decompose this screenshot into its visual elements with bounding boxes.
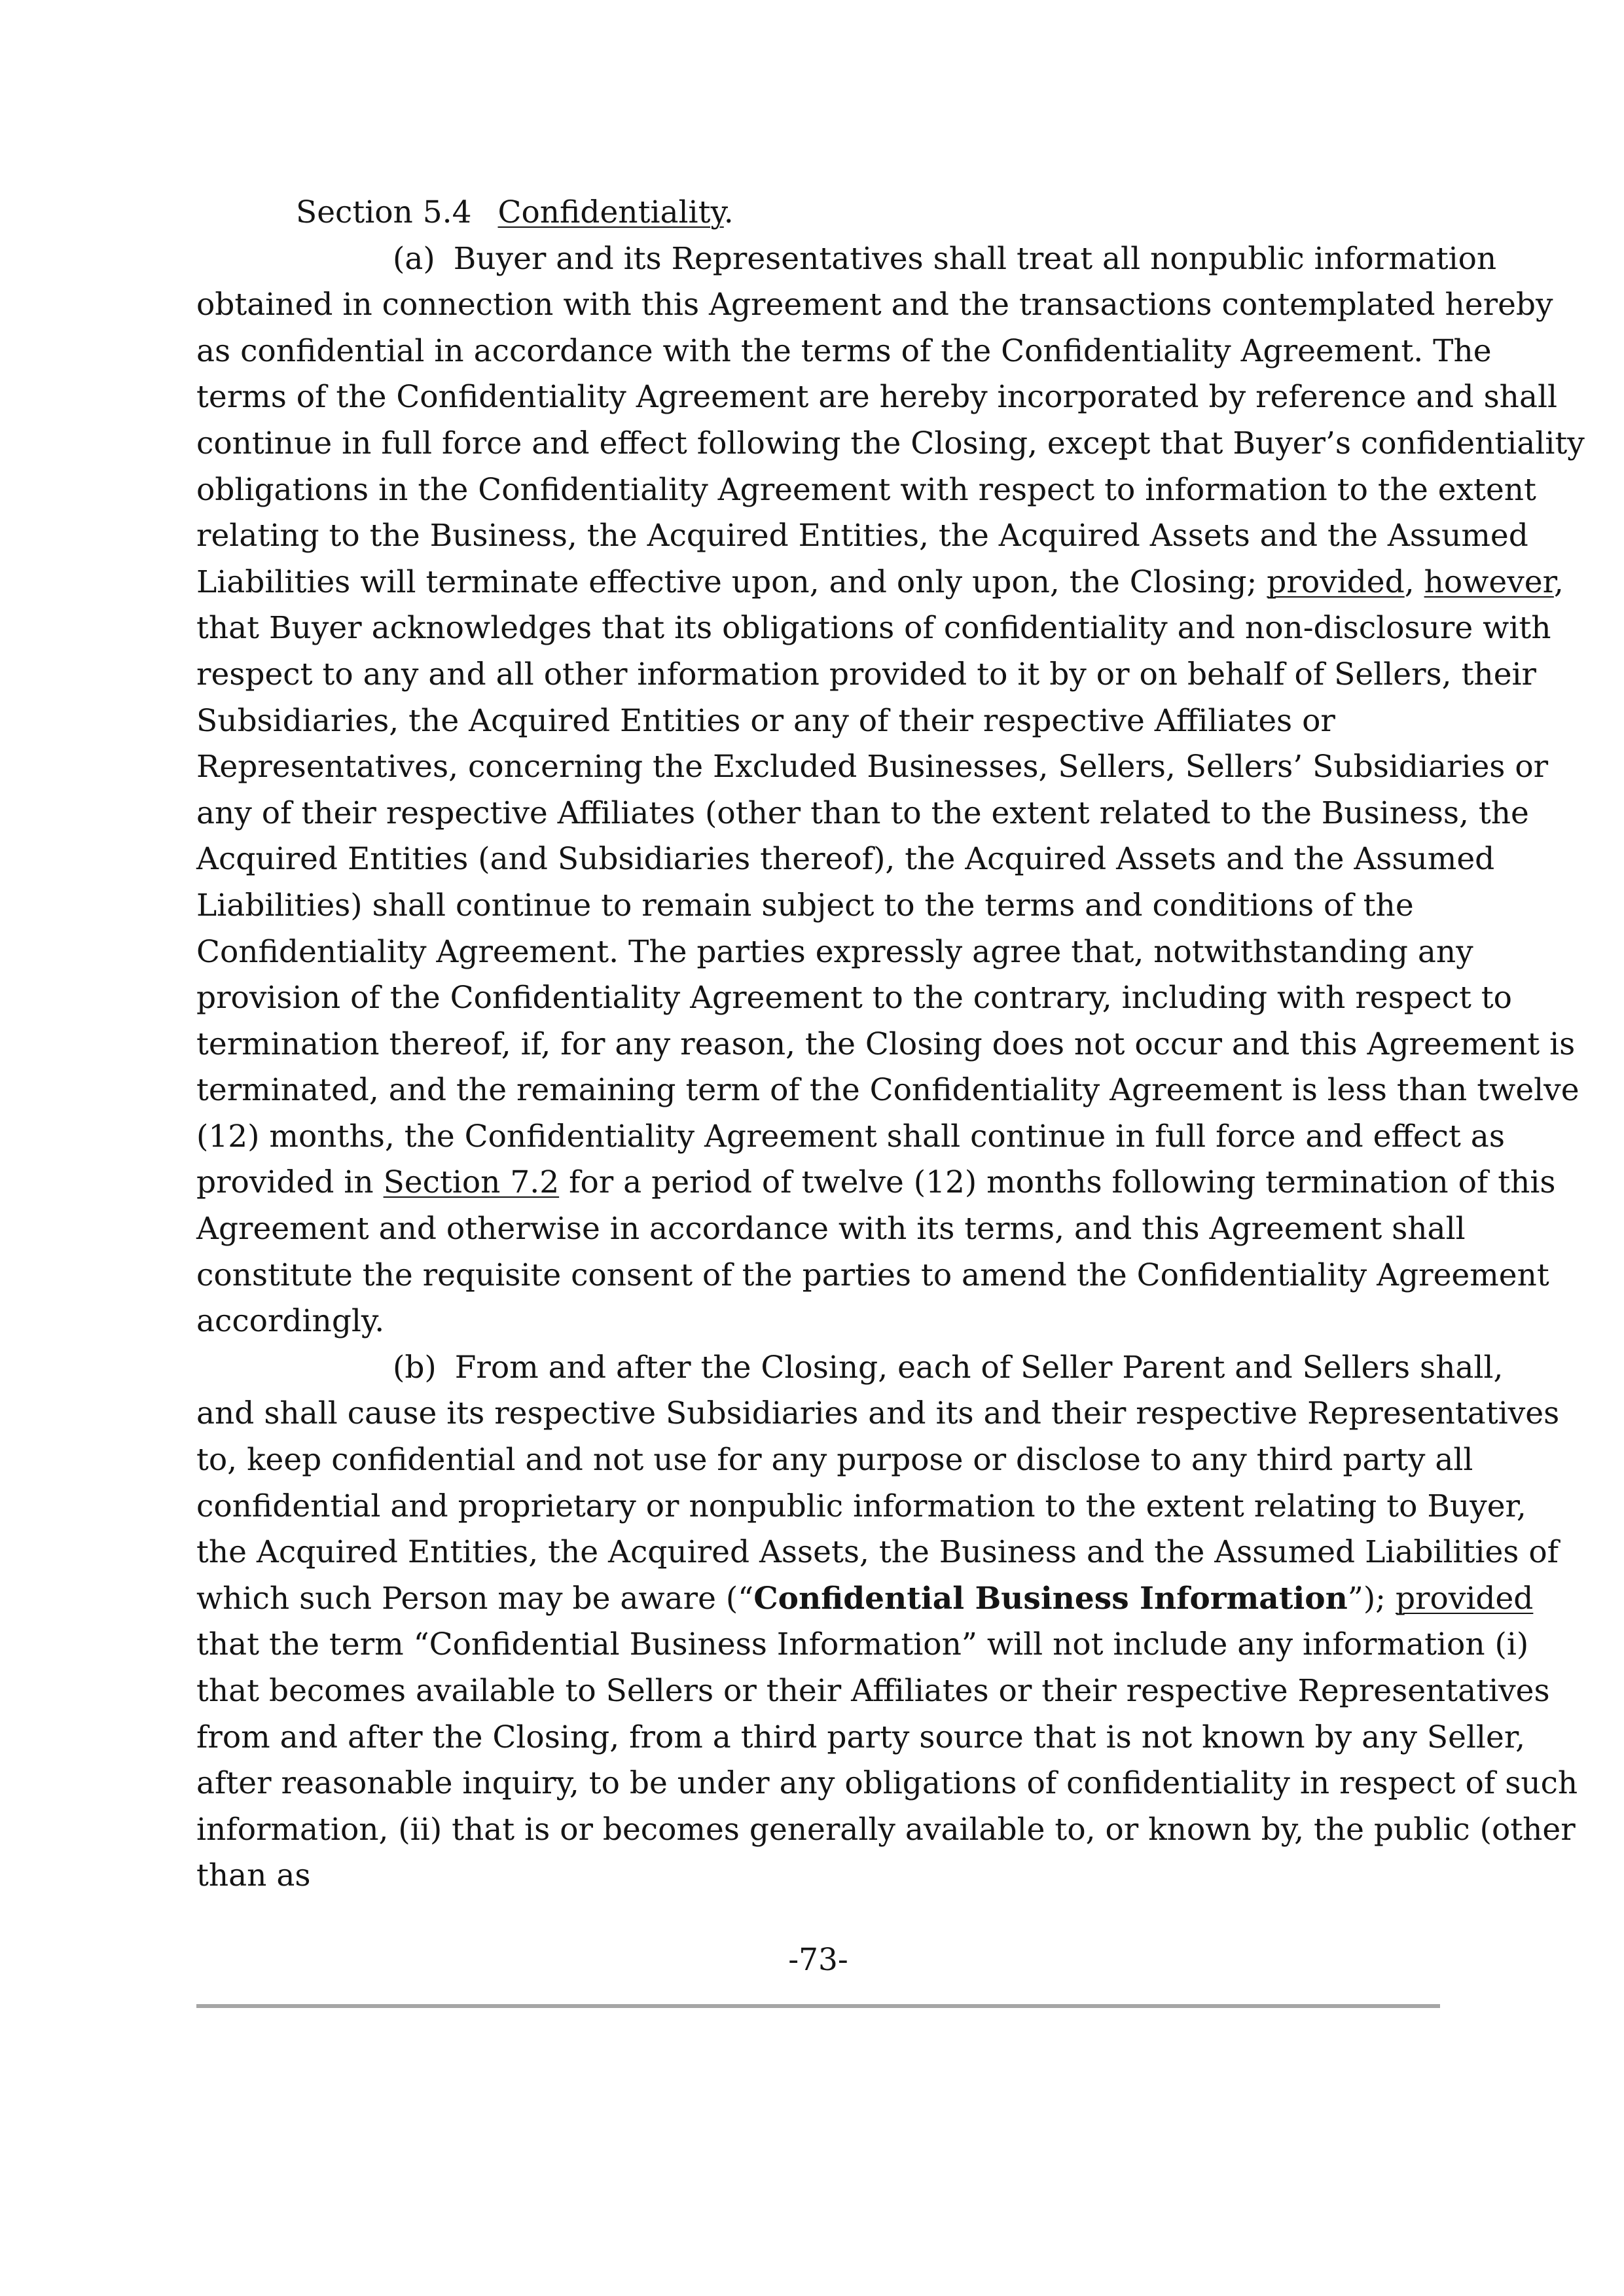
paragraph-a-line: termination thereof, if, for any reason, the Closing does not occur and this Agreement is (196, 1026, 1576, 1062)
paragraph-b-line: to, keep confidential and not use for any purpose or disclose to any third party all (196, 1442, 1473, 1479)
paragraph-b-line: that the term “Confidential Business Information” will not include any information (i) (196, 1626, 1529, 1663)
paragraph-b-line: information, (ii) that is or becomes generally available to, or known by, the public (other (196, 1811, 1576, 1848)
paragraph-a-line: Confidentiality Agreement. The parties expressly agree that, notwithstanding any (196, 933, 1473, 970)
paragraph-a-line: as confidential in accordance with the terms of the Confidentiality Agreement. The (196, 332, 1492, 369)
section-cross-reference: Section 7.2 (383, 1164, 560, 1201)
paragraph-b-line: after reasonable inquiry, to be under any obligations of confidentiality in respect of such (196, 1765, 1578, 1802)
page-number: -73- (788, 1942, 848, 1978)
paragraph-a-line: Liabilities will terminate effective upon, and only upon, the Closing; provided, however, (196, 564, 1564, 600)
defined-term: Confidential Business Information (753, 1580, 1348, 1617)
paragraph-a-line: continue in full force and effect following the Closing, except that Buyer’s confidentiality (196, 425, 1585, 461)
paragraph-a-line: Acquired Entities (and Subsidiaries thereof), the Acquired Assets and the Assumed (196, 841, 1495, 878)
paragraph-a-line: Subsidiaries, the Acquired Entities or any of their respective Affiliates or (196, 702, 1335, 739)
paragraph-b-line: confidential and proprietary or nonpublic information to the extent relating to Buyer, (196, 1488, 1526, 1524)
paragraph-a-line: (a) Buyer and its Representatives shall treat all nonpublic information (393, 240, 1497, 277)
section-heading: Section 5.4 Confidentiality. (296, 194, 734, 230)
section-title: Confidentiality (497, 194, 724, 230)
paragraph-a-line: terms of the Confidentiality Agreement are hereby incorporated by reference and shall (196, 379, 1558, 416)
paragraph-a-line: provided in Section 7.2 for a period of twelve (12) months following termination of this (196, 1164, 1556, 1201)
paragraph-a-line: Representatives, concerning the Excluded Businesses, Sellers, Sellers’ Subsidiaries or (196, 749, 1549, 785)
paragraph-a-line: provision of the Confidentiality Agreement to the contrary, including with respect to (196, 980, 1512, 1016)
paragraph-a-line: respect to any and all other information provided to it by or on behalf of Sellers, their (196, 656, 1537, 692)
paragraph-b-line: which such Person may be aware (“Confidential Business Information”); provided (196, 1580, 1534, 1617)
paragraph-a-line: that Buyer acknowledges that its obligations of confidentiality and non-disclosure with (196, 610, 1551, 647)
paragraph-a-line: Agreement and otherwise in accordance with its terms, and this Agreement shall (196, 1211, 1466, 1247)
paragraph-a-line: constitute the requisite consent of the parties to amend the Confidentiality Agreement (196, 1257, 1549, 1293)
paragraph-b-line: than as (196, 1857, 311, 1894)
paragraph-a-number: (a) (393, 240, 435, 277)
paragraph-b-number: (b) (393, 1349, 437, 1386)
paragraph-b-line: from and after the Closing, from a third party source that is not known by any Seller, (196, 1719, 1526, 1755)
paragraph-a-line: obtained in connection with this Agreement and the transactions contemplated hereby (196, 287, 1553, 323)
provided-term: provided (1395, 1580, 1534, 1617)
paragraph-b-line: the Acquired Entities, the Acquired Assets, the Business and the Assumed Liabilities of (196, 1534, 1559, 1571)
document-body (196, 190, 1585, 1899)
however-term: however (1424, 564, 1554, 600)
paragraph-a-line: terminated, and the remaining term of the Confidentiality Agreement is less than twelve (196, 1072, 1579, 1109)
paragraph-a-line: obligations in the Confidentiality Agreement with respect to information to the extent (196, 471, 1536, 508)
paragraph-a-line: accordingly. (196, 1303, 385, 1340)
paragraph-a-line: any of their respective Affiliates (other than to the extent related to the Business, the (196, 795, 1529, 831)
paragraph-b-line: (b) From and after the Closing, each of Seller Parent and Sellers shall, (393, 1349, 1504, 1386)
paragraph-a-line: (12) months, the Confidentiality Agreement shall continue in full force and effect as (196, 1118, 1505, 1155)
paragraph-a-line: relating to the Business, the Acquired Entities, the Acquired Assets and the Assumed (196, 518, 1528, 554)
paragraph-b-line: and shall cause its respective Subsidiaries and its and their respective Representatives (196, 1395, 1560, 1432)
section-number: Section 5.4 (296, 194, 472, 230)
footer-divider (196, 2004, 1440, 2008)
paragraph-a-line: Liabilities) shall continue to remain subject to the terms and conditions of the (196, 887, 1414, 924)
provided-term: provided (1267, 564, 1405, 600)
paragraph-b-line: that becomes available to Sellers or their Affiliates or their respective Representatives (196, 1673, 1550, 1709)
